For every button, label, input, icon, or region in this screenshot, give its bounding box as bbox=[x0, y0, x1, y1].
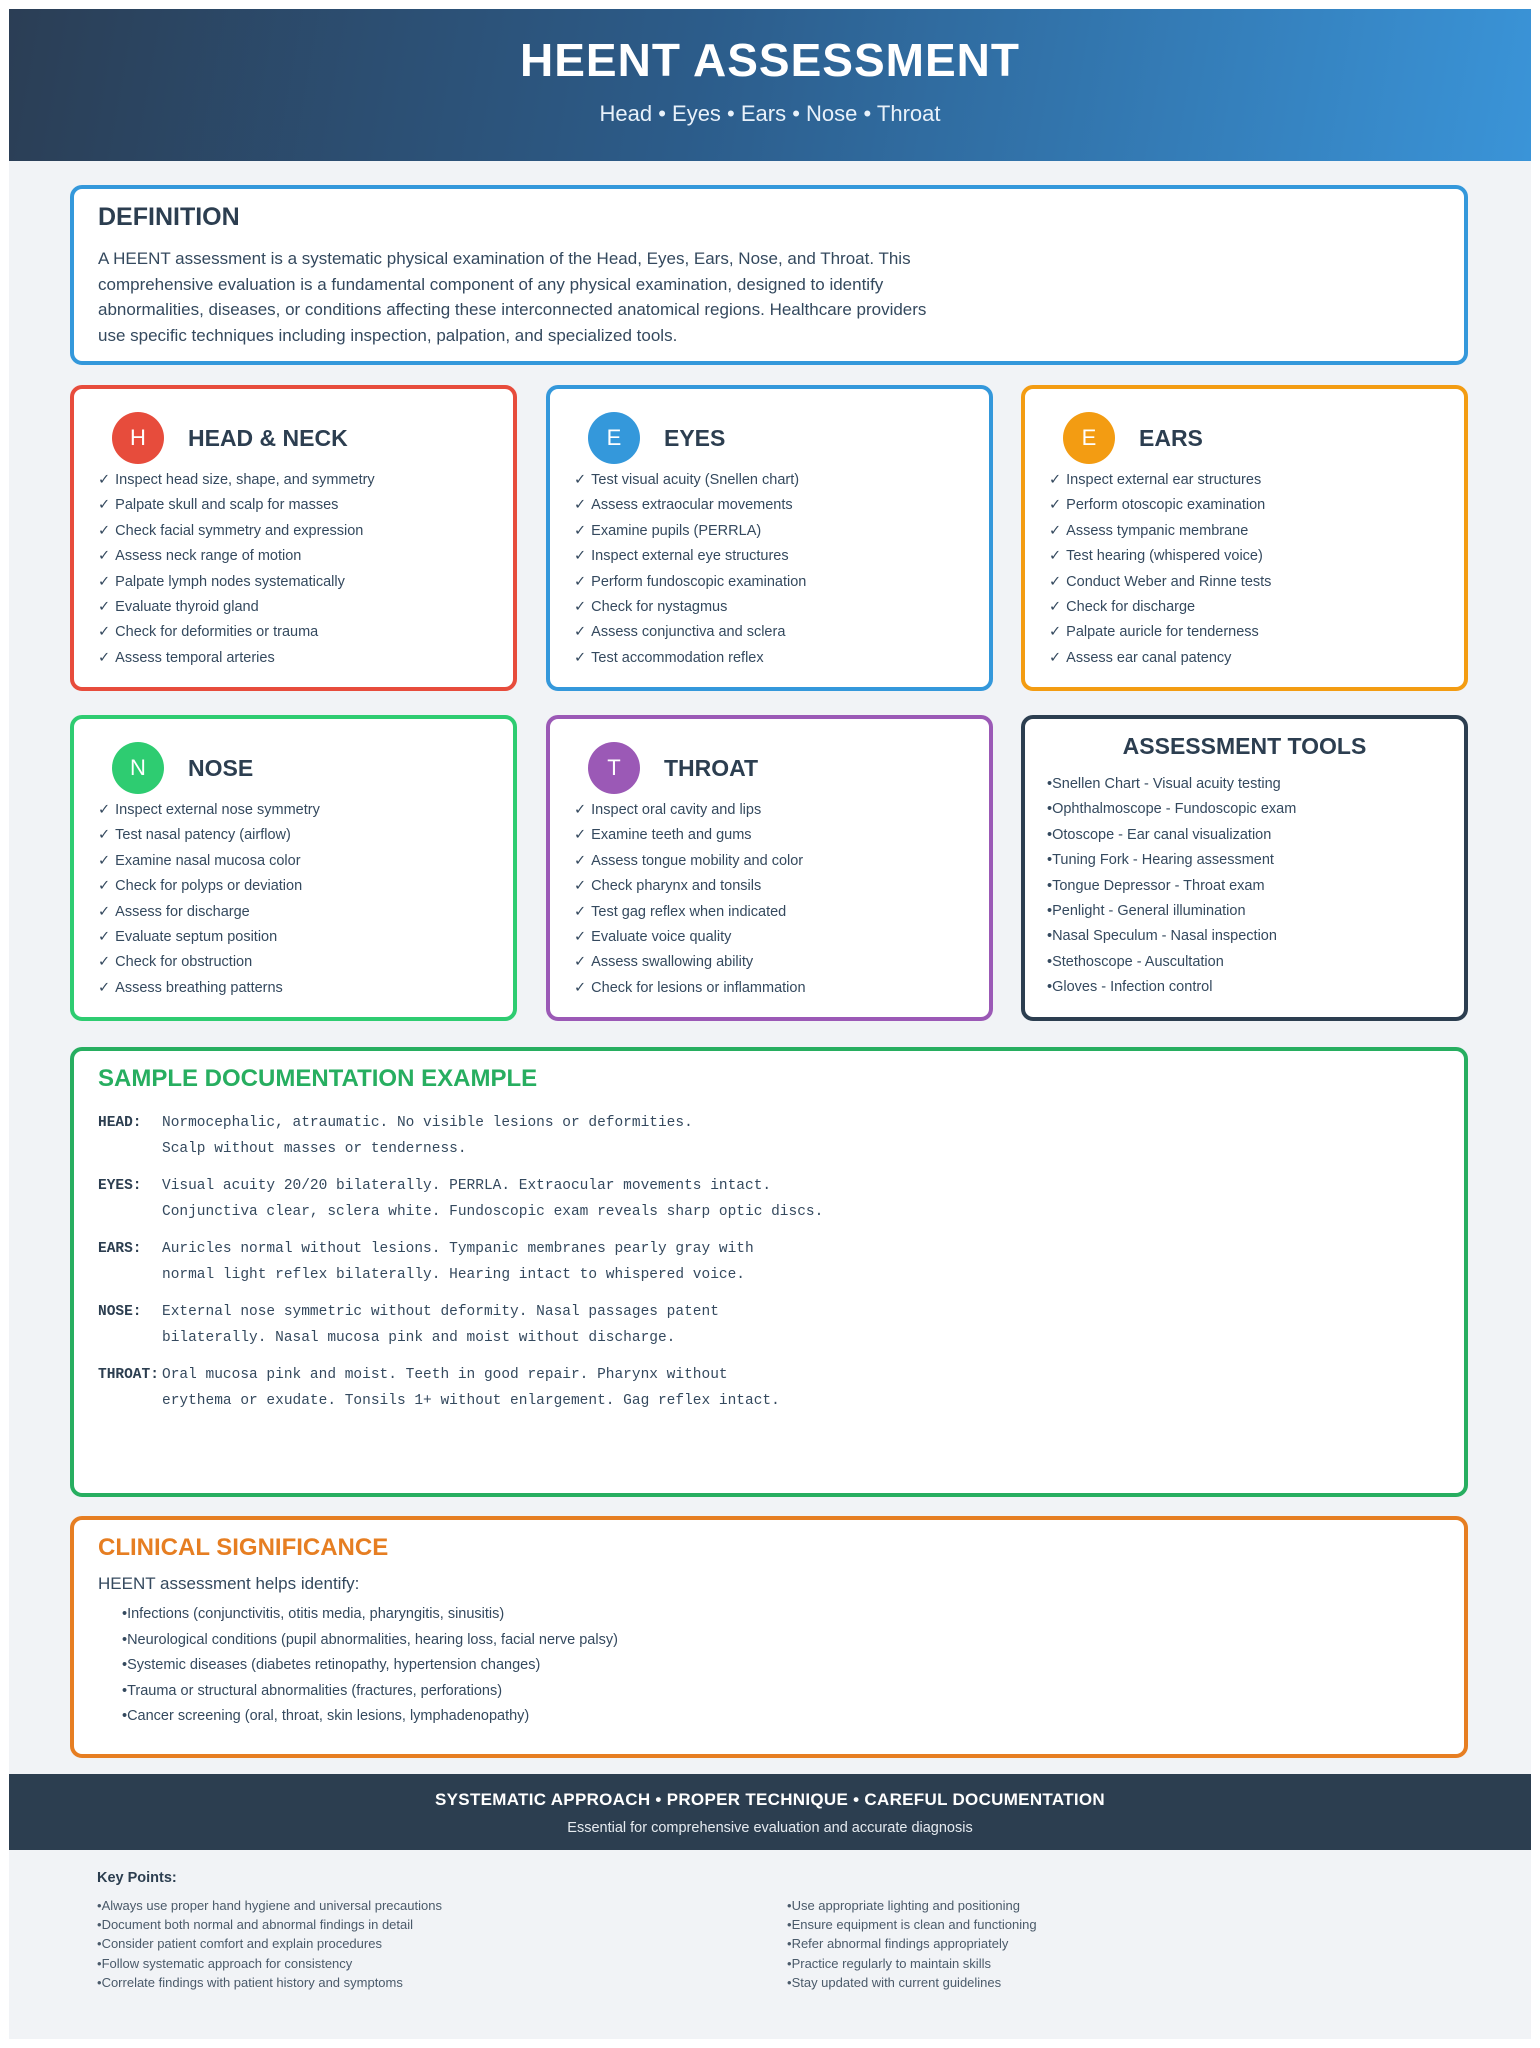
section-title: THROAT bbox=[664, 754, 759, 781]
tool-item bbox=[1047, 848, 1442, 873]
entry-text: Oral mucosa pink and moist. Teeth in good repair. Pharynx without erythema or exudate. Tonsils 1+ without enlargement. Gag reflex intact. bbox=[162, 1367, 780, 1409]
clinical-item bbox=[98, 1679, 1440, 1705]
letter-badge: T bbox=[588, 742, 640, 794]
tool-item bbox=[1047, 874, 1442, 899]
item-text: Palpate skull and scalp for masses bbox=[115, 497, 339, 514]
item-text: Evaluate septum position bbox=[115, 929, 278, 946]
bullet-mark: • bbox=[1047, 877, 1053, 894]
key-point-item bbox=[787, 1954, 1477, 1973]
item-text: Cancer screening (oral, throat, skin lesions, lymphadenopathy) bbox=[127, 1708, 530, 1725]
section-header bbox=[574, 742, 965, 794]
entry-label: THROAT: bbox=[98, 1367, 159, 1383]
clinical-item bbox=[98, 1602, 1440, 1628]
heent-poster bbox=[9, 9, 1531, 2039]
bullet-mark: ✓ bbox=[98, 624, 111, 641]
footer-tagline: SYSTEMATIC APPROACH • PROPER TECHNIQUE • CAREFUL DOCUMENTATION bbox=[435, 1790, 1105, 1809]
checklist bbox=[1049, 468, 1440, 671]
clinical-list bbox=[98, 1602, 1440, 1730]
bullet-mark: ✓ bbox=[574, 624, 587, 641]
item-text: Evaluate voice quality bbox=[591, 929, 732, 946]
letter-badge: N bbox=[112, 742, 164, 794]
bullet-mark: ✓ bbox=[98, 903, 111, 920]
clinical-title: CLINICAL SIGNIFICANCE bbox=[98, 1534, 389, 1561]
documentation-entry bbox=[98, 1174, 1440, 1225]
item-text: Trauma or structural abnormalities (fractures, perforations) bbox=[127, 1682, 503, 1699]
checklist-item bbox=[574, 493, 965, 518]
checklist-item bbox=[98, 519, 489, 544]
checklist-item bbox=[98, 468, 489, 493]
bullet-mark: ✓ bbox=[574, 497, 587, 514]
checklist-item bbox=[1049, 519, 1440, 544]
item-text: Refer abnormal findings appropriately bbox=[791, 1936, 1009, 1952]
checklist-item bbox=[574, 976, 965, 1001]
bullet-mark: ✓ bbox=[98, 979, 111, 996]
item-text: Penlight - General illumination bbox=[1052, 903, 1246, 920]
bullet-mark: • bbox=[1047, 903, 1053, 920]
item-text: Assess neck range of motion bbox=[115, 548, 302, 565]
header-banner bbox=[9, 9, 1531, 161]
bullet-mark: • bbox=[122, 1708, 128, 1725]
section-title: NOSE bbox=[188, 754, 254, 781]
section-ears bbox=[1021, 385, 1468, 691]
item-text: Check for polyps or deviation bbox=[115, 878, 303, 895]
key-point-item bbox=[97, 1896, 787, 1915]
tools-title: ASSESSMENT TOOLS bbox=[1122, 733, 1367, 759]
item-text: Document both normal and abnormal findings in detail bbox=[101, 1917, 414, 1933]
item-text: Assess conjunctiva and sclera bbox=[591, 624, 786, 641]
bullet-mark: • bbox=[787, 1936, 792, 1952]
footer-banner bbox=[9, 1774, 1531, 1850]
bullet-mark: • bbox=[97, 1898, 102, 1913]
bullet-mark: ✓ bbox=[98, 929, 111, 946]
tool-item bbox=[1047, 950, 1442, 975]
checklist-item bbox=[574, 519, 965, 544]
item-text: Assess extraocular movements bbox=[591, 497, 793, 514]
bullet-mark: • bbox=[97, 1917, 102, 1933]
letter-badge: H bbox=[112, 412, 164, 464]
item-text: Inspect external eye structures bbox=[591, 548, 789, 565]
clinical-item bbox=[98, 1704, 1440, 1730]
bullet-mark: • bbox=[122, 1606, 128, 1622]
item-text: Examine pupils (PERRLA) bbox=[591, 522, 762, 539]
item-text: Infections (conjunctivitis, otitis media, pharyngitis, sinusitis) bbox=[127, 1606, 505, 1622]
bullet-mark: • bbox=[1047, 852, 1053, 869]
section-header bbox=[574, 412, 965, 464]
bullet-mark: • bbox=[787, 1917, 792, 1933]
section-header bbox=[98, 742, 489, 794]
item-text: Check for obstruction bbox=[115, 954, 253, 971]
key-point-item bbox=[97, 1954, 787, 1973]
bullet-mark: • bbox=[1047, 953, 1053, 970]
bullet-mark: ✓ bbox=[574, 573, 587, 590]
footer-subtext: Essential for comprehensive evaluation and accurate diagnosis bbox=[567, 1820, 973, 1836]
item-text: Follow systematic approach for consistency bbox=[101, 1955, 353, 1971]
item-text: Snellen Chart - Visual acuity testing bbox=[1052, 776, 1281, 792]
bullet-mark: ✓ bbox=[1049, 649, 1062, 666]
item-text: Ensure equipment is clean and functioning bbox=[791, 1917, 1037, 1933]
documentation-entry bbox=[98, 1237, 1440, 1288]
bullet-mark: ✓ bbox=[98, 522, 111, 539]
checklist-item bbox=[574, 570, 965, 595]
checklist-item bbox=[574, 544, 965, 569]
bullet-mark: ✓ bbox=[1049, 624, 1062, 641]
documentation-entry bbox=[98, 1363, 1440, 1414]
bullet-mark: • bbox=[122, 1657, 128, 1674]
item-text: Inspect external nose symmetry bbox=[115, 802, 320, 818]
section-head bbox=[70, 385, 517, 691]
item-text: Test visual acuity (Snellen chart) bbox=[591, 472, 800, 488]
item-text: Practice regularly to maintain skills bbox=[791, 1955, 991, 1971]
checklist bbox=[574, 798, 965, 1001]
item-text: Gloves - Infection control bbox=[1052, 979, 1213, 996]
key-point-item bbox=[787, 1973, 1477, 1992]
section-eyes bbox=[546, 385, 993, 691]
section-header bbox=[98, 412, 489, 464]
entry-label: EYES: bbox=[98, 1178, 142, 1194]
letter-badge: E bbox=[1063, 412, 1115, 464]
bullet-mark: ✓ bbox=[98, 878, 111, 895]
key-point-item bbox=[787, 1934, 1477, 1953]
bullet-mark: ✓ bbox=[98, 472, 111, 488]
item-text: Check for deformities or trauma bbox=[115, 624, 319, 641]
checklist-item bbox=[98, 620, 489, 645]
key-points-left bbox=[97, 1896, 787, 1992]
bullet-mark: ✓ bbox=[574, 472, 587, 488]
key-point-item bbox=[97, 1973, 787, 1992]
item-text: Test nasal patency (airflow) bbox=[115, 827, 291, 844]
bullet-mark: ✓ bbox=[1049, 497, 1062, 514]
checklist-item bbox=[1049, 646, 1440, 671]
tools-list bbox=[1047, 772, 1442, 1001]
page-subtitle: Head • Eyes • Ears • Nose • Throat bbox=[599, 101, 941, 126]
bullet-mark: ✓ bbox=[574, 548, 587, 565]
item-text: Always use proper hand hygiene and universal precautions bbox=[101, 1898, 442, 1913]
item-text: Neurological conditions (pupil abnormalities, hearing loss, facial nerve palsy) bbox=[127, 1631, 618, 1648]
documentation-entry bbox=[98, 1300, 1440, 1351]
key-point-item bbox=[787, 1896, 1477, 1915]
checklist-item bbox=[574, 798, 965, 823]
item-text: Check for lesions or inflammation bbox=[591, 979, 806, 996]
bullet-mark: ✓ bbox=[574, 878, 587, 895]
checklist-item bbox=[98, 544, 489, 569]
tool-item bbox=[1047, 924, 1442, 949]
bullet-mark: • bbox=[787, 1974, 792, 1990]
bullet-mark: ✓ bbox=[574, 852, 587, 869]
item-text: Inspect oral cavity and lips bbox=[591, 802, 762, 818]
checklist-item bbox=[574, 595, 965, 620]
bullet-mark: ✓ bbox=[574, 649, 587, 666]
entry-label: HEAD: bbox=[98, 1115, 142, 1131]
bullet-mark: ✓ bbox=[98, 852, 111, 869]
checklist-item bbox=[98, 823, 489, 848]
checklist-item bbox=[1049, 468, 1440, 493]
item-text: Inspect external ear structures bbox=[1066, 472, 1262, 488]
page-title: HEENT ASSESSMENT bbox=[520, 34, 1020, 86]
key-point-item bbox=[97, 1915, 787, 1934]
bullet-mark: ✓ bbox=[574, 979, 587, 996]
bullet-mark: • bbox=[97, 1974, 102, 1990]
bullet-mark: ✓ bbox=[574, 827, 587, 844]
entry-text: Visual acuity 20/20 bilaterally. PERRLA. Extraocular movements intact. Conjunctiva clear, sclera white. Fundoscopic exam reveals sharp optic discs. bbox=[162, 1178, 824, 1220]
item-text: Check for nystagmus bbox=[591, 599, 728, 616]
item-text: Tuning Fork - Hearing assessment bbox=[1052, 852, 1274, 869]
checklist-item bbox=[574, 950, 965, 975]
bullet-mark: • bbox=[1047, 928, 1053, 945]
bullet-mark: ✓ bbox=[1049, 522, 1062, 539]
item-text: Perform fundoscopic examination bbox=[591, 573, 807, 590]
bullet-mark: ✓ bbox=[1049, 472, 1062, 488]
tool-item bbox=[1047, 797, 1442, 822]
bullet-mark: • bbox=[97, 1936, 102, 1952]
checklist-item bbox=[98, 874, 489, 899]
bullet-mark: • bbox=[787, 1955, 792, 1971]
tool-item bbox=[1047, 975, 1442, 1000]
assessment-tools-card bbox=[1021, 715, 1468, 1021]
key-points-right bbox=[787, 1896, 1477, 1992]
item-text: Systemic diseases (diabetes retinopathy, hypertension changes) bbox=[127, 1657, 541, 1674]
item-text: Check pharynx and tonsils bbox=[591, 878, 762, 895]
checklist-item bbox=[574, 849, 965, 874]
bullet-mark: ✓ bbox=[98, 954, 111, 971]
item-text: Test hearing (whispered voice) bbox=[1066, 548, 1263, 565]
item-text: Conduct Weber and Rinne tests bbox=[1066, 573, 1272, 590]
checklist-item bbox=[98, 570, 489, 595]
section-header bbox=[1049, 412, 1440, 464]
checklist-item bbox=[1049, 493, 1440, 518]
bullet-mark: • bbox=[1047, 979, 1053, 996]
entry-text: Auricles normal without lesions. Tympanic membranes pearly gray with normal light reflex bilaterally. Hearing intact to whispered voice. bbox=[162, 1241, 754, 1283]
tool-item bbox=[1047, 772, 1442, 797]
entry-text: Normocephalic, atraumatic. No visible lesions or deformities. Scalp without masses or tenderness. bbox=[162, 1115, 693, 1157]
bullet-mark: • bbox=[1047, 801, 1053, 818]
checklist-item bbox=[1049, 570, 1440, 595]
item-text: Test accommodation reflex bbox=[591, 649, 764, 666]
item-text: Assess tympanic membrane bbox=[1066, 522, 1249, 539]
entry-label: NOSE: bbox=[98, 1304, 142, 1320]
documentation-entries bbox=[98, 1111, 1440, 1414]
documentation-entry bbox=[98, 1111, 1440, 1162]
checklist-item bbox=[98, 595, 489, 620]
item-text: Assess ear canal patency bbox=[1066, 649, 1232, 666]
bullet-mark: ✓ bbox=[98, 802, 111, 818]
bullet-mark: ✓ bbox=[574, 599, 587, 616]
bullet-mark: ✓ bbox=[574, 903, 587, 920]
bullet-mark: ✓ bbox=[98, 573, 111, 590]
checklist-item bbox=[574, 620, 965, 645]
clinical-intro: HEENT assessment helps identify: bbox=[98, 1574, 360, 1593]
checklist-item bbox=[574, 468, 965, 493]
definition-title: DEFINITION bbox=[98, 203, 240, 231]
key-point-item bbox=[97, 1934, 787, 1953]
bullet-mark: ✓ bbox=[574, 802, 587, 818]
bullet-mark: • bbox=[122, 1682, 128, 1699]
bullet-mark: ✓ bbox=[574, 522, 587, 539]
checklist-item bbox=[98, 646, 489, 671]
definition-text: A HEENT assessment is a systematic physical examination of the Head, Eyes, Ears, Nose, and Throat. This comprehensive evaluation is a fundamental component of any physical examination, designed to identify abnormalities, diseases, or conditions affecting these interconnected anatomical regions. Healthcare providers use specific techniques including inspection, palpation, and specialized tools. bbox=[98, 249, 927, 345]
tool-item bbox=[1047, 899, 1442, 924]
entry-text: External nose symmetric without deformity. Nasal passages patent bilaterally. Nasal mucosa pink and moist without discharge. bbox=[162, 1304, 719, 1346]
clinical-item bbox=[98, 1653, 1440, 1679]
item-text: Test gag reflex when indicated bbox=[591, 903, 787, 920]
bullet-mark: ✓ bbox=[574, 929, 587, 946]
item-text: Check facial symmetry and expression bbox=[115, 522, 364, 539]
clinical-significance-card bbox=[70, 1516, 1468, 1758]
definition-card bbox=[70, 185, 1468, 365]
bullet-mark: • bbox=[1047, 776, 1053, 792]
bullet-mark: • bbox=[97, 1955, 102, 1971]
checklist-item bbox=[1049, 544, 1440, 569]
bullet-mark: • bbox=[787, 1898, 792, 1913]
item-text: Otoscope - Ear canal visualization bbox=[1052, 826, 1272, 843]
item-text: Tongue Depressor - Throat exam bbox=[1052, 877, 1265, 894]
bullet-mark: ✓ bbox=[98, 649, 111, 666]
checklist-item bbox=[98, 950, 489, 975]
entry-label: EARS: bbox=[98, 1241, 142, 1257]
bullet-mark: ✓ bbox=[574, 954, 587, 971]
section-throat bbox=[546, 715, 993, 1021]
section-title: EYES bbox=[664, 424, 726, 451]
checklist bbox=[98, 468, 489, 671]
checklist-item bbox=[98, 925, 489, 950]
checklist-item bbox=[1049, 620, 1440, 645]
bullet-mark: ✓ bbox=[98, 548, 111, 565]
letter-badge: E bbox=[588, 412, 640, 464]
item-text: Check for discharge bbox=[1066, 599, 1196, 616]
tool-item bbox=[1047, 823, 1442, 848]
key-points-title: Key Points: bbox=[97, 1870, 177, 1886]
checklist-item bbox=[98, 798, 489, 823]
clinical-item bbox=[98, 1628, 1440, 1654]
checklist bbox=[574, 468, 965, 671]
section-title: HEAD & NECK bbox=[188, 424, 348, 451]
bullet-mark: ✓ bbox=[1049, 573, 1062, 590]
item-text: Assess tongue mobility and color bbox=[591, 852, 804, 869]
item-text: Ophthalmoscope - Fundoscopic exam bbox=[1052, 801, 1297, 818]
item-text: Inspect head size, shape, and symmetry bbox=[115, 472, 375, 488]
checklist-item bbox=[574, 646, 965, 671]
checklist-item bbox=[98, 900, 489, 925]
item-text: Examine nasal mucosa color bbox=[115, 852, 301, 869]
key-point-item bbox=[787, 1915, 1477, 1934]
item-text: Evaluate thyroid gland bbox=[115, 599, 259, 616]
bullet-mark: ✓ bbox=[98, 497, 111, 514]
item-text: Stay updated with current guidelines bbox=[791, 1974, 1002, 1990]
item-text: Stethoscope - Auscultation bbox=[1052, 953, 1224, 970]
key-points bbox=[97, 1870, 1477, 1992]
bullet-mark: ✓ bbox=[1049, 599, 1062, 616]
item-text: Consider patient comfort and explain procedures bbox=[101, 1936, 382, 1952]
bullet-mark: ✓ bbox=[1049, 548, 1062, 565]
item-text: Examine teeth and gums bbox=[591, 827, 752, 844]
item-text: Palpate lymph nodes systematically bbox=[115, 573, 345, 590]
bullet-mark: ✓ bbox=[98, 827, 111, 844]
checklist bbox=[98, 798, 489, 1001]
checklist-item bbox=[574, 874, 965, 899]
documentation-title: SAMPLE DOCUMENTATION EXAMPLE bbox=[98, 1065, 538, 1092]
checklist-item bbox=[98, 849, 489, 874]
bullet-mark: • bbox=[122, 1631, 128, 1648]
checklist-item bbox=[574, 925, 965, 950]
item-text: Palpate auricle for tenderness bbox=[1066, 624, 1259, 641]
bullet-mark: ✓ bbox=[98, 599, 111, 616]
item-text: Perform otoscopic examination bbox=[1066, 497, 1266, 514]
documentation-card bbox=[70, 1047, 1468, 1497]
checklist-item bbox=[1049, 595, 1440, 620]
section-title: EARS bbox=[1139, 424, 1203, 451]
item-text: Assess swallowing ability bbox=[591, 954, 754, 971]
item-text: Assess breathing patterns bbox=[115, 979, 283, 996]
section-nose bbox=[70, 715, 517, 1021]
bullet-mark: • bbox=[1047, 826, 1053, 843]
item-text: Assess temporal arteries bbox=[115, 649, 275, 666]
checklist-item bbox=[574, 900, 965, 925]
checklist-item bbox=[98, 493, 489, 518]
item-text: Assess for discharge bbox=[115, 903, 250, 920]
item-text: Use appropriate lighting and positioning bbox=[791, 1898, 1020, 1913]
checklist-item bbox=[98, 976, 489, 1001]
item-text: Nasal Speculum - Nasal inspection bbox=[1052, 928, 1277, 945]
item-text: Correlate findings with patient history and symptoms bbox=[101, 1974, 403, 1990]
checklist-item bbox=[574, 823, 965, 848]
